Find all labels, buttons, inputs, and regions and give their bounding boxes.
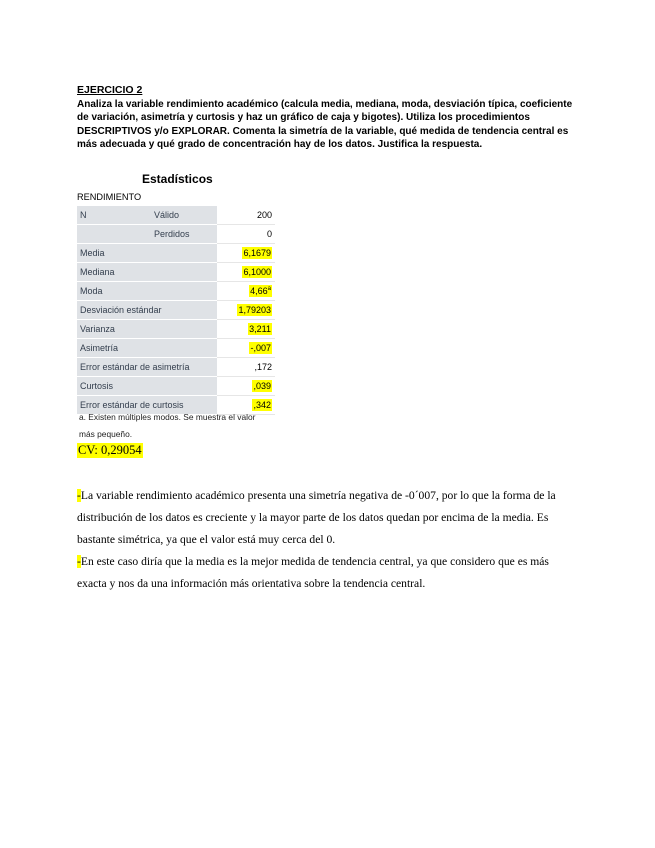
row-label-empty bbox=[77, 225, 151, 244]
stats-table-title: Estadísticos bbox=[142, 172, 213, 186]
table-footnote: a. Existen múltiples modos. Se muestra el valor más pequeño. bbox=[79, 412, 256, 439]
row-value: 6,1679 bbox=[217, 244, 275, 263]
variable-name: RENDIMIENTO bbox=[77, 192, 142, 202]
row-value: ,172 bbox=[217, 358, 275, 377]
table-row bbox=[77, 377, 275, 396]
exercise-heading bbox=[77, 84, 577, 152]
row-value: 200 bbox=[217, 206, 275, 225]
row-label-n: N bbox=[77, 206, 151, 225]
row-label: Perdidos bbox=[151, 225, 217, 244]
row-label: Error estándar de asimetría bbox=[77, 358, 217, 377]
bullet-marker: - bbox=[77, 555, 81, 568]
table-row bbox=[77, 301, 275, 320]
table-row bbox=[77, 263, 275, 282]
row-value: 1,79203 bbox=[217, 301, 275, 320]
table-row bbox=[77, 206, 275, 225]
exercise-title: EJERCICIO 2 bbox=[77, 84, 143, 96]
row-value: ,342 bbox=[217, 396, 275, 415]
row-label: Curtosis bbox=[77, 377, 217, 396]
table-row bbox=[77, 225, 275, 244]
exercise-instructions: Analiza la variable rendimiento académico (calcula media, mediana, moda, desviación típica, coeficiente de variación, asimetría y curtosis y haz un gráfico de caja y bigotes). Utiliza los procedimientos DESCRIPTIVOS y/o EXPLORAR. Comenta la simetría de la variable, qué medida de tendencia central es más adecuada y qué grado de concentración hay de los datos. Justifica la respuesta. bbox=[77, 98, 573, 151]
statistics-table bbox=[77, 206, 275, 415]
table-row bbox=[77, 244, 275, 263]
coefficient-of-variation: CV: 0,29054 bbox=[78, 443, 142, 457]
row-value: 6,1000 bbox=[217, 263, 275, 282]
row-label: Error estándar de curtosis bbox=[77, 396, 217, 415]
row-label: Válido bbox=[151, 206, 217, 225]
row-label: Mediana bbox=[77, 263, 217, 282]
row-label: Asimetría bbox=[77, 339, 217, 358]
row-value: 3,211 bbox=[217, 320, 275, 339]
row-value: 4,66$^a$ bbox=[217, 282, 275, 301]
answer-paragraph-central-tendency: -En este caso diría que la media es la mejor medida de tendencia central, ya que considero que es más exacta y nos da una información más orientativa sobre la tendencia central. bbox=[77, 555, 549, 590]
answer-text bbox=[77, 485, 579, 595]
row-value: 0 bbox=[217, 225, 275, 244]
table-row bbox=[77, 320, 275, 339]
answer-paragraph-symmetry: -La variable rendimiento académico presenta una simetría negativa de -0´007, por lo que la forma de la distribución de los datos es creciente y la mayor parte de los datos quedan por encima de la media. Es bastante simétrica, ya que el valor está muy cerca del 0. bbox=[77, 489, 556, 546]
row-label: Desviación estándar bbox=[77, 301, 217, 320]
row-value: -,007 bbox=[217, 339, 275, 358]
bullet-marker: - bbox=[77, 489, 81, 502]
table-row bbox=[77, 339, 275, 358]
row-label: Moda bbox=[77, 282, 217, 301]
table-row bbox=[77, 358, 275, 377]
table-row bbox=[77, 282, 275, 301]
row-label: Varianza bbox=[77, 320, 217, 339]
row-label: Media bbox=[77, 244, 217, 263]
row-value: ,039 bbox=[217, 377, 275, 396]
